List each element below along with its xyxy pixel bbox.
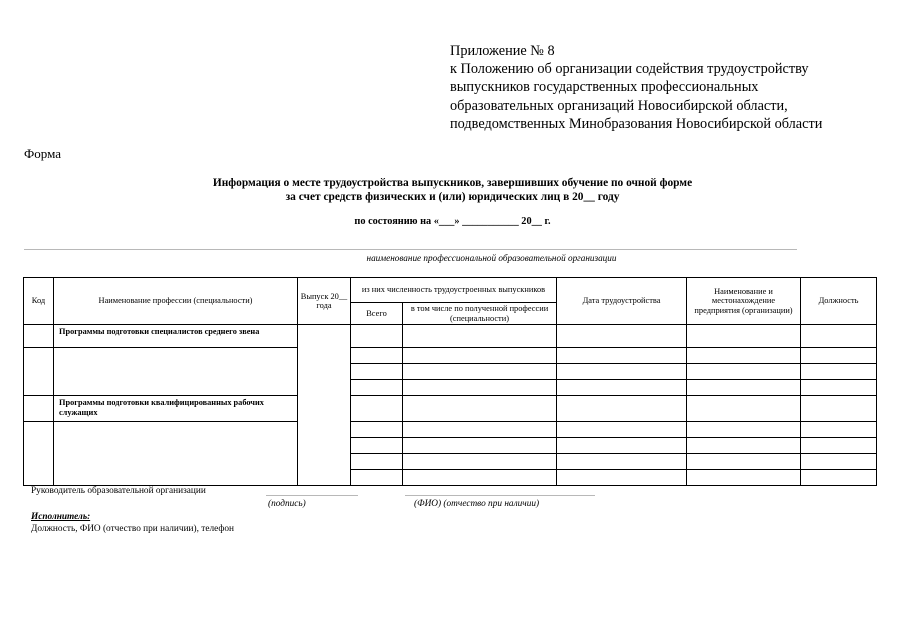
header-profession: Наименование профессии (специальности) [54, 278, 298, 325]
employment-table [23, 277, 877, 486]
cell-total [351, 348, 403, 364]
organization-name-caption: наименование профессиональной образовательной организации [366, 253, 617, 263]
cell-total [351, 422, 403, 438]
cell-by-profession [403, 348, 557, 364]
cell-employer [687, 325, 801, 348]
form-label: Форма [24, 146, 61, 161]
cell-date [557, 380, 687, 396]
executor-label: Исполнитель: [31, 512, 91, 522]
title-line-2: за счет средств физических и (или) юридических лиц в 20__ году [285, 191, 620, 203]
header-graduation: Выпуск 20__ года [298, 278, 351, 325]
organization-name-line [24, 249, 797, 250]
cell-code [24, 422, 54, 486]
cell-date [557, 454, 687, 470]
cell-total [351, 364, 403, 380]
table-header-row [24, 278, 877, 303]
cell-position [801, 325, 877, 348]
title-line-1: Информация о месте трудоустройства выпускников, завершивших обучение по очной форме [212, 177, 693, 189]
header-employment-date: Дата трудоустройства [557, 278, 687, 325]
table-row [24, 396, 877, 422]
cell-total [351, 438, 403, 454]
cell-total [351, 380, 403, 396]
cell-by-profession [403, 454, 557, 470]
cell-by-profession [403, 422, 557, 438]
header-position: Должность [801, 278, 877, 325]
cell-employer [687, 348, 801, 364]
cell-position [801, 438, 877, 454]
cell-profession [54, 348, 298, 396]
signature-line [266, 495, 358, 496]
cell-by-profession [403, 438, 557, 454]
cell-position [801, 380, 877, 396]
header-by-profession: в том числе по полученной профессии (специальности) [403, 303, 557, 325]
cell-position [801, 422, 877, 438]
cell-date [557, 348, 687, 364]
cell-position [801, 348, 877, 364]
cell-by-profession [403, 380, 557, 396]
cell-employer [687, 454, 801, 470]
cell-by-profession [403, 396, 557, 422]
header-employer: Наименование и местонахождение предприятия (организации) [687, 278, 801, 325]
cell-code [24, 348, 54, 396]
table-row [24, 325, 877, 348]
section-title: Программы подготовки квалифицированных рабочих служащих [54, 396, 298, 422]
cell-date [557, 438, 687, 454]
header-employed-group: из них численность трудоустроенных выпускников [351, 278, 557, 303]
cell-total [351, 454, 403, 470]
cell-employer [687, 470, 801, 486]
cell-code [24, 396, 54, 422]
cell-employer [687, 364, 801, 380]
header-code: Код [24, 278, 54, 325]
document-title [0, 176, 905, 204]
section-title: Программы подготовки специалистов среднего звена [54, 325, 298, 348]
as-of-date: по состоянию на «___» ___________ 20__ г. [354, 216, 551, 227]
cell-position [801, 364, 877, 380]
appendix-note [450, 42, 890, 133]
appendix-line: подведомственных Минобразования Новосибирской области [450, 115, 823, 132]
cell-total [351, 470, 403, 486]
appendix-line: образовательных организаций Новосибирской области, [450, 97, 788, 114]
cell-total [351, 396, 403, 422]
cell-code [24, 325, 54, 348]
cell-by-profession [403, 470, 557, 486]
full-name-line [405, 495, 595, 496]
cell-profession [54, 422, 298, 486]
cell-by-profession [403, 325, 557, 348]
executor-details: Должность, ФИО (отчество при наличии), телефон [31, 524, 234, 534]
appendix-number: Приложение № 8 [450, 43, 555, 59]
cell-date [557, 325, 687, 348]
cell-employer [687, 396, 801, 422]
cell-total [351, 325, 403, 348]
cell-employer [687, 422, 801, 438]
table-row [24, 348, 877, 364]
cell-date [557, 364, 687, 380]
head-of-organization-label: Руководитель образовательной организации [31, 486, 206, 496]
appendix-line: выпускников государственных профессиональных [450, 79, 759, 96]
header-total: Всего [351, 303, 403, 325]
appendix-line: к Положению об организации содействия трудоустройству [450, 61, 809, 78]
cell-position [801, 396, 877, 422]
cell-date [557, 470, 687, 486]
cell-date [557, 422, 687, 438]
cell-graduation [298, 325, 351, 486]
cell-position [801, 470, 877, 486]
table-row [24, 422, 877, 438]
cell-employer [687, 438, 801, 454]
cell-date [557, 396, 687, 422]
cell-by-profession [403, 364, 557, 380]
cell-employer [687, 380, 801, 396]
cell-position [801, 454, 877, 470]
full-name-caption: (ФИО) (отчество при наличии) [414, 499, 540, 509]
signature-caption: (подпись) [268, 499, 306, 509]
